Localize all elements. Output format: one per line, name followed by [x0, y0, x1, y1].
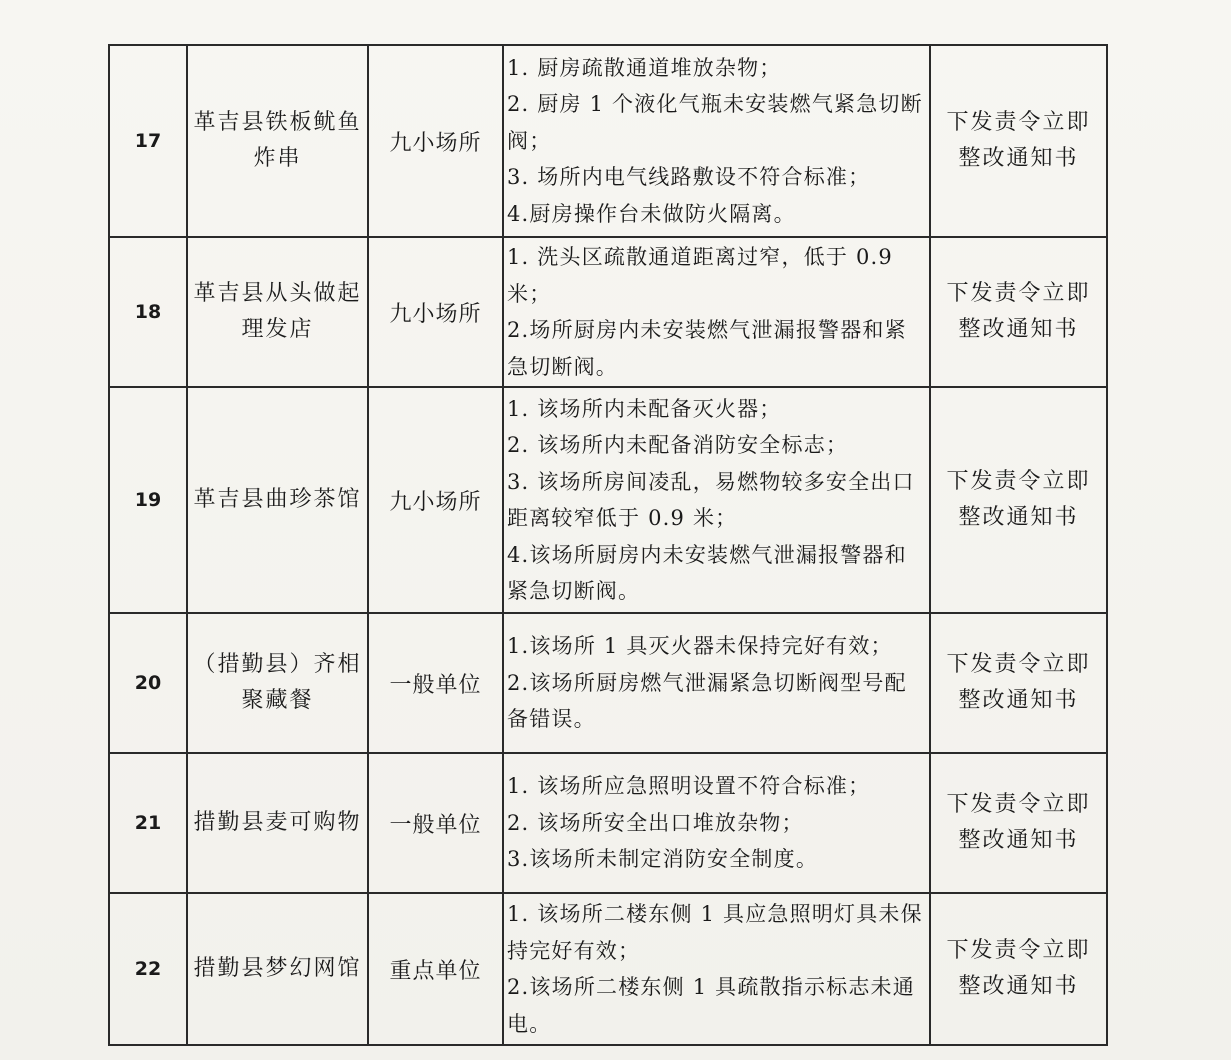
action-taken: 下发责令立即整改通知书 [930, 237, 1107, 387]
action-taken: 下发责令立即整改通知书 [930, 387, 1107, 613]
issue-item: 1. 该场所应急照明设置不符合标准； [507, 774, 871, 799]
issues-cell [503, 387, 930, 613]
venue-type: 重点单位 [368, 893, 503, 1045]
row-number: 22 [109, 893, 187, 1045]
table-row [109, 613, 1107, 753]
issue-item: 3. 该场所房间凌乱，易燃物较多安全出口距离较窄低于 0.9 米； [507, 469, 915, 530]
issues-cell [503, 613, 930, 753]
action-taken: 下发责令立即整改通知书 [930, 893, 1107, 1045]
row-number: 18 [109, 237, 187, 387]
venue-type: 一般单位 [368, 753, 503, 893]
row-number: 19 [109, 387, 187, 613]
venue-name: 措勤县麦可购物 [187, 753, 368, 893]
table-row [109, 387, 1107, 613]
action-taken: 下发责令立即整改通知书 [930, 45, 1107, 237]
issue-item: 1. 厨房疏散通道堆放杂物； [507, 55, 782, 80]
venue-type: 一般单位 [368, 613, 503, 753]
venue-name: 措勤县梦幻网馆 [187, 893, 368, 1045]
issue-item: 1. 洗头区疏散通道距离过窄，低于 0.9 米； [507, 245, 893, 306]
venue-name: 革吉县铁板鱿鱼炸串 [187, 45, 368, 237]
issues-cell [503, 753, 930, 893]
action-taken: 下发责令立即整改通知书 [930, 753, 1107, 893]
issue-item: 3. 场所内电气线路敷设不符合标准； [507, 165, 871, 190]
issue-item: 4.厨房操作台未做防火隔离。 [507, 201, 796, 226]
issue-item: 3.该场所未制定消防安全制度。 [507, 847, 819, 872]
table-row [109, 893, 1107, 1045]
row-number: 17 [109, 45, 187, 237]
venue-name: 革吉县从头做起理发店 [187, 237, 368, 387]
issues-cell [503, 237, 930, 387]
issue-item: 4.该场所厨房内未安装燃气泄漏报警器和紧急切断阀。 [507, 542, 907, 603]
issue-item: 2. 厨房 1 个液化气瓶未安装燃气紧急切断阀； [507, 92, 923, 153]
issue-item: 1.该场所 1 具灭火器未保持完好有效； [507, 634, 893, 659]
table-row [109, 45, 1107, 237]
action-taken: 下发责令立即整改通知书 [930, 613, 1107, 753]
venue-name: 革吉县曲珍茶馆 [187, 387, 368, 613]
venue-name: （措勤县）齐相聚藏餐 [187, 613, 368, 753]
venue-type: 九小场所 [368, 237, 503, 387]
table-row [109, 237, 1107, 387]
issue-item: 2.场所厨房内未安装燃气泄漏报警器和紧急切断阀。 [507, 318, 907, 379]
issue-item: 1. 该场所二楼东侧 1 具应急照明灯具未保持完好有效； [507, 902, 923, 963]
row-number: 20 [109, 613, 187, 753]
venue-type: 九小场所 [368, 387, 503, 613]
issue-item: 2. 该场所内未配备消防安全标志； [507, 433, 849, 457]
issue-item: 2. 该场所安全出口堆放杂物； [507, 810, 804, 835]
issues-cell [503, 893, 930, 1045]
issue-item: 2.该场所厨房燃气泄漏紧急切断阀型号配备错误。 [507, 670, 907, 732]
row-number: 21 [109, 753, 187, 893]
issue-item: 1. 该场所内未配备灭火器； [507, 396, 782, 421]
issues-cell [503, 45, 930, 237]
issue-item: 2.该场所二楼东侧 1 具疏散指示标志未通电。 [507, 975, 915, 1036]
inspection-table [108, 44, 1108, 1046]
venue-type: 九小场所 [368, 45, 503, 237]
table-row [109, 753, 1107, 893]
